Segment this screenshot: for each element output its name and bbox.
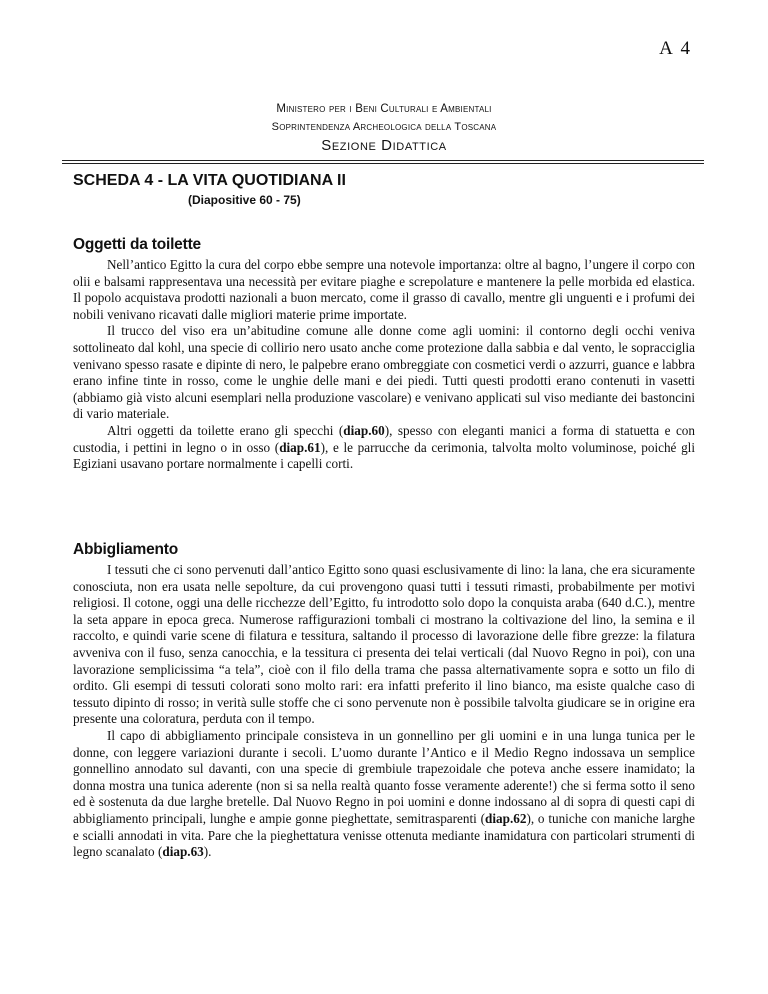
paragraph xyxy=(73,423,695,473)
text-run: Il trucco del viso era un’abitudine comune alle donne come agli uomini: il contorno degli occhi veniva sottolineato dal kohl, una specie di collirio nero usato anche come protezione dalla sabbia e dal vento, le sopracciglia venivano spesso rasate e dipinte di nero, le palpebre erano ombreggiate con cosmetici verdi o azzurri, guance e labbra erano infine tinte in rosso, come le unghie delle mani e dei piedi. Tutti questi prodotti erano contenuti in vasetti (abbiamo già visto alcuni esemplari nella produzione vascolare) e venivano applicati sul viso mediante dei bastoncini di vario materiale. xyxy=(73,323,695,422)
slide-reference: diap.60 xyxy=(343,422,385,438)
header-ministry: Ministero per i Beni Culturali e Ambientali xyxy=(276,103,492,115)
section-toiletries xyxy=(73,236,695,473)
paragraph xyxy=(73,257,695,323)
paragraph xyxy=(73,728,695,861)
section-body xyxy=(73,562,695,861)
text-run: Altri oggetti da toilette erano gli specchi ( xyxy=(107,422,344,438)
header-section: Sezione Didattica xyxy=(321,137,447,154)
header-divider-top xyxy=(62,160,704,161)
section-clothing xyxy=(73,541,695,861)
text-run: ), e le parrucche da cerimonia, talvolta molto voluminose, poiché gli Egiziani usavano portare normalmente i capelli corti. xyxy=(73,439,695,472)
paragraph xyxy=(73,562,695,728)
text-run: Il capo di abbigliamento principale consisteva in un gonnellino per gli uomini e in una lunga tunica per le donne, con leggere variazioni durante i secoli. L’uomo durante l’Antico e il Medio Regno indossava un semplice gonnellino annodato sul davanti, con una specie di grembiule trapezoidale che poteva anche essere inamidato; la donna mostra una tunica aderente (non si sa nella realtà quanto fosse veramente aderente!) che si ferma sotto il seno ed è sostenuta da due larghe bretelle. Dal Nuovo Regno in poi uomini e donne indossano al di sopra di questi capi di abbigliamento principali, lunghe e ampie gonne pieghettate, semitrasparenti ( xyxy=(73,727,695,826)
section-body xyxy=(73,257,695,473)
slide-reference: diap.63 xyxy=(162,844,204,860)
document-header xyxy=(0,100,768,156)
header-soprintendenza: Soprintendenza Archeologica della Toscana xyxy=(271,121,497,133)
paragraph xyxy=(73,323,695,423)
text-run: Nell’antico Egitto la cura del corpo ebbe sempre una notevole importanza: oltre al bagno, l’ungere il corpo con olii e balsami rappresentava una necessità per evitare piaghe e screpolature e mantenere la pelle morbida ed elastica. Il popolo acquistava prodotti nazionali a buon mercato, come il grasso di cavallo, mentre gli unguenti e i profumi dei nobili venivano ricavati dalle migliori materie prime importate. xyxy=(73,257,695,322)
text-run: ), spesso con eleganti manici a forma di statuetta e con custodia, i pettini in legno o in osso ( xyxy=(73,422,695,455)
text-run: ), o tuniche con maniche larghe e scialli annodati in vita. Pare che la pieghettatura venisse ottenuta mediante inamidatura con particolari strumenti di legno scanalato ( xyxy=(73,810,695,860)
slide-reference: diap.62 xyxy=(485,810,527,826)
page-number: A 4 xyxy=(659,38,692,59)
text-run: I tessuti che ci sono pervenuti dall’antico Egitto sono quasi esclusivamente di lino: la lana, che era sicuramente conosciuta, non era usata nelle sepolture, da cui provengono quasi tutti i tessuti rimasti, probabilmente per motivi religiosi. Il cotone, oggi una delle ricchezze dell’Egitto, fu introdotto solo dopo la conquista araba (640 d.C.), mentre la seta appare in epoca greca. Numerose raffigurazioni tombali ci mostrano la coltivazione del lino, la semina e il raccolto, e quindi varie scene di filatura e tessitura, saltando il processo di lavorazione delle fibre grezze: la filatura avveniva con il fuso, senza canocchia, e la tessitura ci presenta dei telai verticali (dal Nuovo Regno in poi), con una lavorazione semplicissima “a tela”, cioè con il filo della trama che passa alternativamente sopra e sotto un filo di ordito. Gli esempi di tessuti colorati sono molto rari: era infatti preferito il lino bianco, ma esiste qualche caso di tessuto dipinto di rosso; in verità sulle stoffe che ci sono pervenute non è possibile talvolta giudicare se in origine era presente una coloratura, perduta con il tempo. xyxy=(73,562,695,727)
page-subtitle: (Diapositive 60 - 75) xyxy=(188,193,301,207)
header-divider-bottom xyxy=(62,163,704,164)
text-run: ). xyxy=(203,844,212,860)
section-heading: Oggetti da toilette xyxy=(73,236,201,253)
section-heading: Abbigliamento xyxy=(73,541,179,558)
slide-reference: diap.61 xyxy=(279,439,321,455)
page-title: SCHEDA 4 - LA VITA QUOTIDIANA II xyxy=(73,172,346,189)
